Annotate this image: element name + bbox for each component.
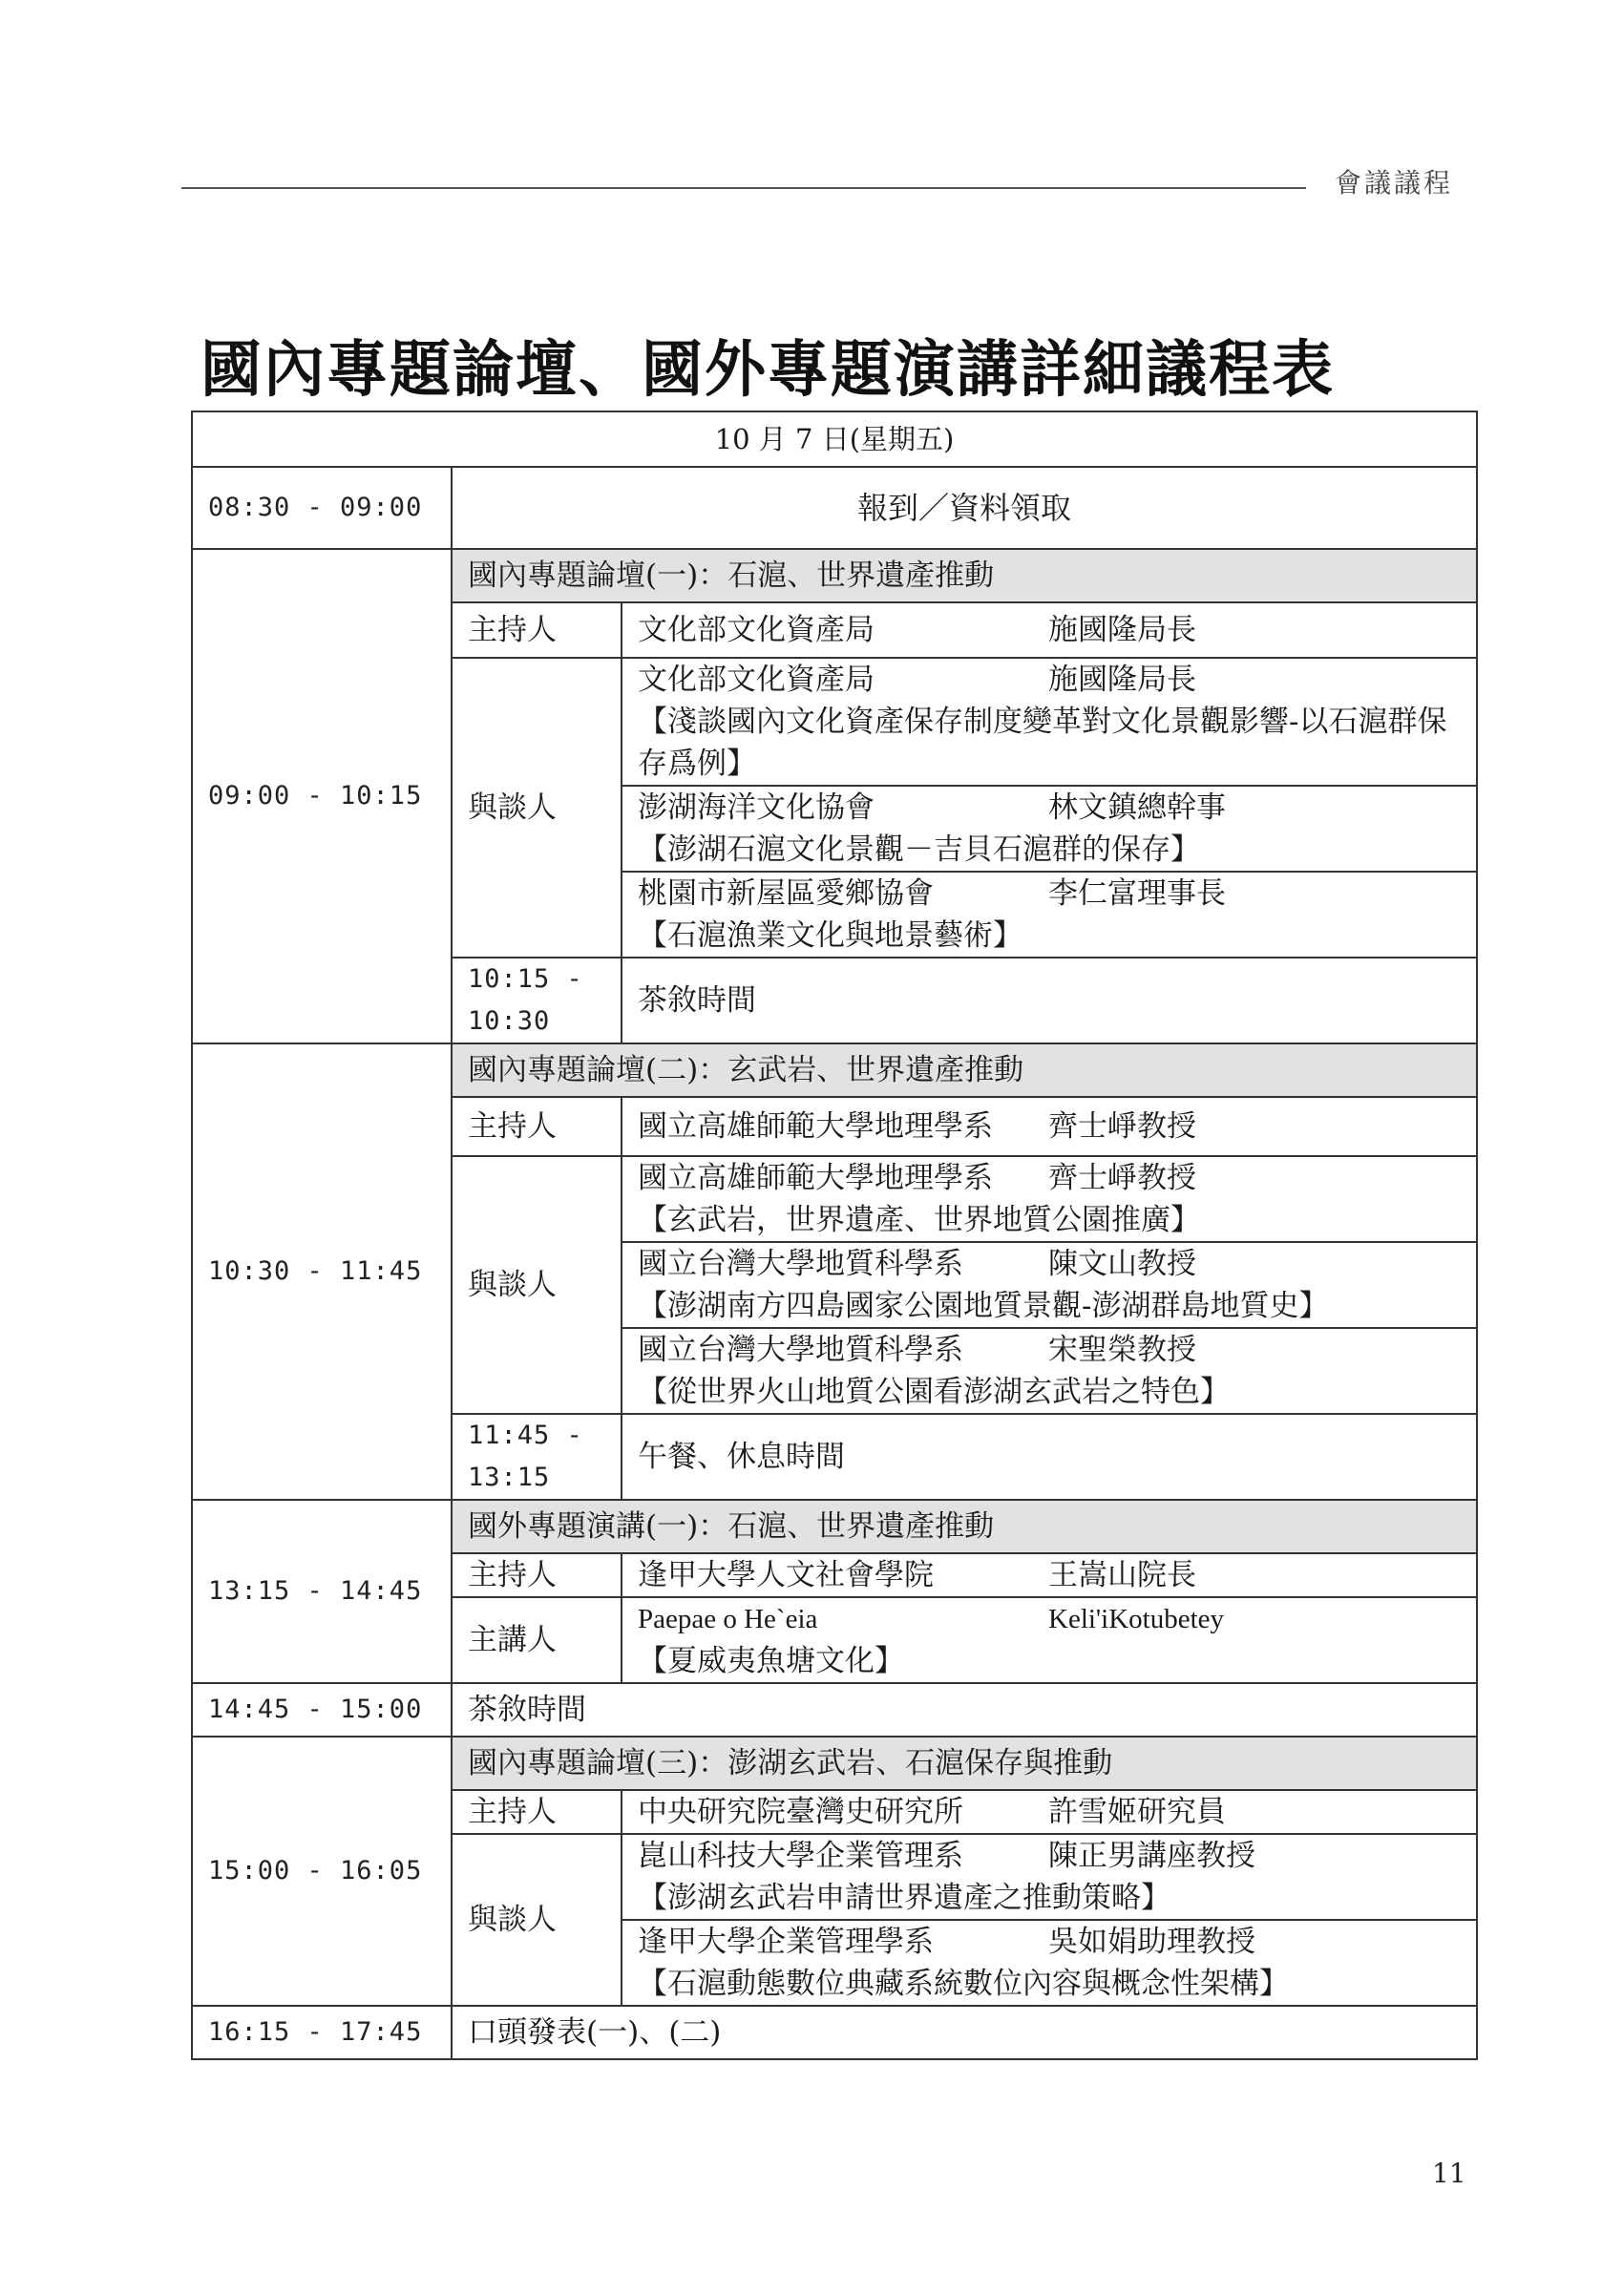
date-header: 10 月 7 日(星期五) [192, 411, 1477, 467]
moderator-name: 王嵩山院長 [1048, 1558, 1196, 1592]
page-title: 國內專題論壇、國外專題演講詳細議程表 [200, 334, 1335, 406]
session-title: 國外專題演講(一)：石滬、世界遺產推動 [452, 1500, 1477, 1553]
panelist-topic: 【玄武岩，世界遺產、世界地質公園推廣】 [638, 1203, 1200, 1237]
moderator-org: 逢甲大學人文社會學院 [638, 1558, 934, 1592]
session-title: 國內專題論壇(三)：澎湖玄武岩、石滬保存與推動 [452, 1737, 1477, 1790]
moderator-info [622, 1553, 1477, 1597]
panelist-info [622, 1920, 1477, 2006]
panelist-topic: 【從世界火山地質公園看澎湖玄武岩之特色】 [638, 1375, 1230, 1409]
panelist-org: 國立高雄師範大學地理學系 [638, 1161, 993, 1195]
panelist-topic: 【澎湖玄武岩申請世界遺產之推動策略】 [638, 1881, 1170, 1915]
moderator-label: 主持人 [452, 1097, 622, 1156]
registration-row [192, 467, 1477, 549]
panelist-info [622, 1328, 1477, 1414]
forum3-title-row [192, 1737, 1477, 1790]
header-rule [181, 187, 1306, 189]
moderator-org: 中央研究院臺灣史研究所 [638, 1795, 963, 1829]
panelist-topic: 【石滬漁業文化與地景藝術】 [638, 918, 1022, 953]
speaker-topic: 【夏威夷魚塘文化】 [638, 1644, 904, 1678]
tea2-row [192, 1683, 1477, 1737]
moderator-org: 國立高雄師範大學地理學系 [638, 1109, 993, 1144]
date-row [192, 411, 1477, 467]
session-title: 國內專題論壇(一)：石滬、世界遺產推動 [452, 549, 1477, 602]
panelist-name: 李仁富理事長 [1048, 876, 1226, 911]
oral-label: 口頭發表(一)、(二) [452, 2006, 1477, 2059]
moderator-name: 許雪姬研究員 [1048, 1795, 1226, 1829]
speaker-name: Keli'iKotubetey [1048, 1604, 1225, 1634]
speaker-info [622, 1597, 1477, 1683]
moderator-name: 齊士崢教授 [1048, 1109, 1196, 1144]
time-cell: 11:45 - 13:15 [452, 1414, 622, 1500]
speaker-org: Paepae o He`eia [638, 1604, 818, 1634]
moderator-info [622, 1790, 1477, 1834]
panelist-name: 施國隆局長 [1048, 663, 1196, 697]
lecture1-title-row [192, 1500, 1477, 1553]
panelist-name: 陳文山教授 [1048, 1247, 1196, 1281]
forum1-title-row [192, 549, 1477, 602]
moderator-info [622, 602, 1477, 658]
time-cell: 08:30 - 09:00 [192, 467, 452, 549]
break-label: 茶敘時間 [622, 958, 1477, 1043]
moderator-label: 主持人 [452, 1790, 622, 1834]
moderator-info [622, 1097, 1477, 1156]
panelist-org: 國立台灣大學地質科學系 [638, 1247, 963, 1281]
registration-label: 報到／資料領取 [452, 467, 1477, 549]
panelist-org: 崑山科技大學企業管理系 [638, 1839, 963, 1873]
panelist-name: 宋聖榮教授 [1048, 1333, 1196, 1367]
moderator-label: 主持人 [452, 602, 622, 658]
page-number: 11 [1432, 2158, 1466, 2189]
panelist-org: 桃園市新屋區愛鄉協會 [638, 876, 934, 911]
panelist-name: 陳正男講座教授 [1048, 1839, 1255, 1873]
panelist-info [622, 1156, 1477, 1242]
panelist-info [622, 658, 1477, 786]
time-cell: 16:15 - 17:45 [192, 2006, 452, 2059]
moderator-name: 施國隆局長 [1048, 613, 1196, 647]
time-cell: 10:15 - 10:30 [452, 958, 622, 1043]
panelist-org: 文化部文化資產局 [638, 663, 875, 697]
panelist-topic: 【石滬動態數位典藏系統數位內容與概念性架構】 [638, 1967, 1289, 2001]
forum2-title-row [192, 1043, 1477, 1097]
panelist-info [622, 872, 1477, 958]
break-label: 午餐、休息時間 [622, 1414, 1477, 1500]
moderator-org: 文化部文化資產局 [638, 613, 875, 647]
panel-label: 與談人 [452, 1834, 622, 2006]
panelist-info [622, 1242, 1477, 1328]
panel-label: 與談人 [452, 1156, 622, 1414]
panelist-topic: 【澎湖南方四島國家公園地質景觀-澎湖群島地質史】 [638, 1289, 1329, 1323]
break-label: 茶敘時間 [452, 1683, 1477, 1737]
agenda-table [191, 411, 1478, 2060]
speaker-label: 主講人 [452, 1597, 622, 1683]
session-title: 國內專題論壇(二)：玄武岩、世界遺產推動 [452, 1043, 1477, 1097]
panelist-info [622, 1834, 1477, 1920]
time-cell: 09:00 - 10:15 [192, 549, 452, 1043]
oral-row [192, 2006, 1477, 2059]
time-cell: 14:45 - 15:00 [192, 1683, 452, 1737]
panel-label: 與談人 [452, 658, 622, 958]
panelist-org: 國立台灣大學地質科學系 [638, 1333, 963, 1367]
panelist-info [622, 786, 1477, 872]
time-cell: 13:15 - 14:45 [192, 1500, 452, 1683]
panelist-name: 林文鎮總幹事 [1048, 790, 1226, 825]
panelist-topic: 【淺談國內文化資產保存制度變革對文化景觀影響-以石滬群保存爲例】 [638, 705, 1447, 781]
section-title: 會議議程 [1335, 167, 1454, 199]
panelist-name: 齊士崢教授 [1048, 1161, 1196, 1195]
panelist-org: 澎湖海洋文化協會 [638, 790, 875, 825]
time-cell: 15:00 - 16:05 [192, 1737, 452, 2006]
panelist-name: 吳如娟助理教授 [1048, 1925, 1255, 1959]
time-cell: 10:30 - 11:45 [192, 1043, 452, 1500]
panelist-topic: 【澎湖石滬文化景觀－吉貝石滬群的保存】 [638, 832, 1200, 867]
moderator-label: 主持人 [452, 1553, 622, 1597]
panelist-org: 逢甲大學企業管理學系 [638, 1925, 934, 1959]
